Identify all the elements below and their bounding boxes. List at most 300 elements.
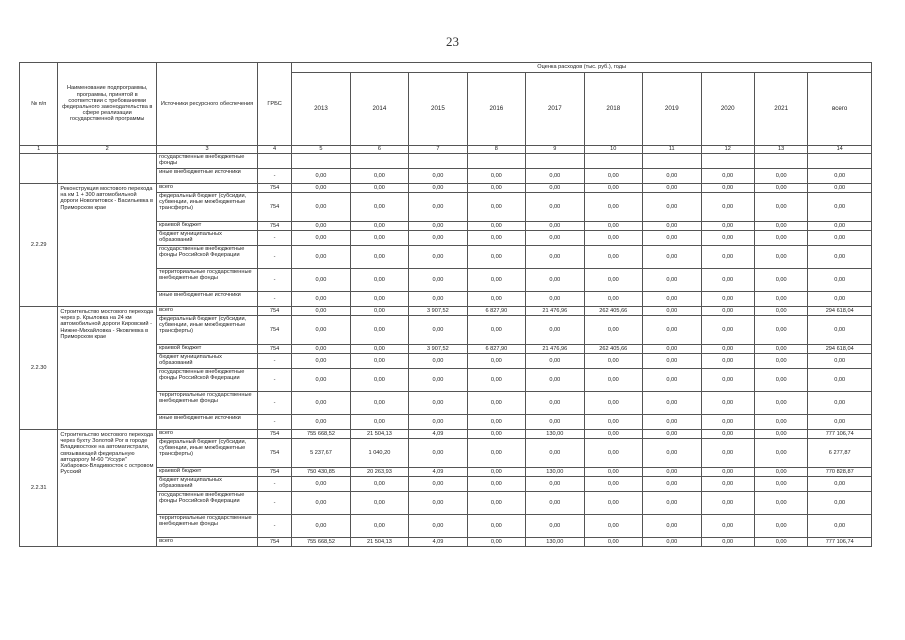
value-cell: [701, 154, 754, 169]
table-row: [20, 184, 872, 193]
value-cell: 0,00: [409, 292, 467, 307]
value-cell: [350, 154, 408, 169]
value-cell: 755 668,52: [292, 538, 350, 547]
value-cell: 0,00: [292, 345, 350, 354]
value-cell: 0,00: [643, 222, 701, 231]
value-cell: 0,00: [584, 538, 642, 547]
value-cell: 0,00: [584, 292, 642, 307]
section-name: [58, 154, 157, 184]
value-cell: 0,00: [808, 269, 872, 292]
value-cell: 0,00: [808, 231, 872, 246]
value-cell: 0,00: [754, 169, 807, 184]
source-cell: всего: [157, 184, 258, 193]
value-cell: 0,00: [350, 307, 408, 316]
grbs-cell: 754: [257, 307, 291, 316]
value-cell: 0,00: [526, 316, 584, 345]
source-cell: всего: [157, 430, 258, 439]
column-number: 3: [157, 146, 258, 154]
value-cell: 0,00: [754, 184, 807, 193]
column-number: 8: [467, 146, 525, 154]
grbs-cell: 754: [257, 538, 291, 547]
value-cell: 0,00: [701, 468, 754, 477]
value-cell: 0,00: [467, 169, 525, 184]
value-cell: 0,00: [467, 468, 525, 477]
value-cell: 130,00: [526, 468, 584, 477]
value-cell: 0,00: [292, 369, 350, 392]
source-cell: краевой бюджет: [157, 222, 258, 231]
table-row: [20, 430, 872, 439]
column-number: 13: [754, 146, 807, 154]
value-cell: 0,00: [584, 316, 642, 345]
value-cell: 777 106,74: [808, 538, 872, 547]
value-cell: 0,00: [467, 246, 525, 269]
value-cell: 750 430,85: [292, 468, 350, 477]
value-cell: 0,00: [467, 354, 525, 369]
value-cell: 0,00: [808, 184, 872, 193]
header-year: всего: [808, 73, 872, 146]
value-cell: 0,00: [701, 369, 754, 392]
value-cell: 0,00: [701, 307, 754, 316]
value-cell: 0,00: [701, 222, 754, 231]
value-cell: 0,00: [701, 269, 754, 292]
header-year: 2017: [526, 73, 584, 146]
value-cell: 0,00: [467, 515, 525, 538]
value-cell: 0,00: [754, 316, 807, 345]
value-cell: 0,00: [701, 492, 754, 515]
source-cell: федеральный бюджет (субсидии, субвенции, иные межбюджетные трансферты): [157, 439, 258, 468]
value-cell: 0,00: [350, 292, 408, 307]
value-cell: [643, 154, 701, 169]
value-cell: 0,00: [584, 184, 642, 193]
source-cell: бюджет муниципальных образований: [157, 477, 258, 492]
value-cell: 0,00: [701, 231, 754, 246]
grbs-cell: -: [257, 169, 291, 184]
grbs-cell: -: [257, 477, 291, 492]
value-cell: 0,00: [292, 307, 350, 316]
value-cell: 0,00: [467, 392, 525, 415]
value-cell: 0,00: [526, 369, 584, 392]
value-cell: 0,00: [350, 193, 408, 222]
section-name: Строительство мостового перехода через бухту Золотой Рог в городе Владивостоке на автомагистрали, связывающей федеральную автодорогу М-60 "Уссури" Хабаровск-Владивосток с островом Русский: [58, 430, 157, 547]
section-number: 2.2.29: [20, 184, 58, 307]
value-cell: 0,00: [292, 354, 350, 369]
value-cell: 0,00: [584, 477, 642, 492]
value-cell: 0,00: [643, 193, 701, 222]
value-cell: 0,00: [526, 354, 584, 369]
value-cell: 0,00: [808, 292, 872, 307]
value-cell: 0,00: [701, 538, 754, 547]
value-cell: 0,00: [701, 316, 754, 345]
value-cell: 294 618,04: [808, 307, 872, 316]
value-cell: 0,00: [808, 415, 872, 430]
value-cell: 262 405,66: [584, 307, 642, 316]
value-cell: 0,00: [643, 492, 701, 515]
value-cell: 0,00: [643, 269, 701, 292]
value-cell: 0,00: [409, 354, 467, 369]
value-cell: 0,00: [643, 369, 701, 392]
value-cell: 0,00: [808, 392, 872, 415]
section-name: Строительство мостового перехода через р. Крыловка на 24 км автомобильной дороги Кировский - Нижне-Михайловка - Яковлевка в Приморском крае: [58, 307, 157, 430]
header-year: 2013: [292, 73, 350, 146]
value-cell: 0,00: [584, 169, 642, 184]
value-cell: 21 476,96: [526, 345, 584, 354]
value-cell: 0,00: [754, 439, 807, 468]
value-cell: 6 827,90: [467, 307, 525, 316]
value-cell: 0,00: [754, 392, 807, 415]
value-cell: 0,00: [292, 392, 350, 415]
source-cell: федеральный бюджет (субсидии, субвенции, иные межбюджетные трансферты): [157, 193, 258, 222]
source-cell: федеральный бюджет (субсидии, субвенции, иные межбюджетные трансферты): [157, 316, 258, 345]
grbs-cell: -: [257, 492, 291, 515]
grbs-cell: -: [257, 292, 291, 307]
source-cell: бюджет муниципальных образований: [157, 231, 258, 246]
grbs-cell: 754: [257, 222, 291, 231]
source-cell: территориальные государственные внебюджетные фонды: [157, 392, 258, 415]
value-cell: 0,00: [467, 193, 525, 222]
value-cell: 0,00: [467, 492, 525, 515]
value-cell: [292, 154, 350, 169]
value-cell: 0,00: [754, 246, 807, 269]
value-cell: 0,00: [754, 415, 807, 430]
value-cell: 0,00: [292, 515, 350, 538]
value-cell: 0,00: [701, 439, 754, 468]
column-number: 2: [58, 146, 157, 154]
value-cell: 0,00: [409, 184, 467, 193]
value-cell: 21 504,13: [350, 538, 408, 547]
value-cell: 0,00: [701, 477, 754, 492]
value-cell: 0,00: [754, 222, 807, 231]
column-number: 6: [350, 146, 408, 154]
value-cell: 0,00: [643, 292, 701, 307]
expense-table: [19, 62, 872, 547]
value-cell: 21 504,13: [350, 430, 408, 439]
value-cell: 0,00: [292, 231, 350, 246]
value-cell: 0,00: [409, 439, 467, 468]
value-cell: 0,00: [754, 515, 807, 538]
value-cell: 0,00: [754, 269, 807, 292]
value-cell: 0,00: [643, 392, 701, 415]
value-cell: 0,00: [643, 477, 701, 492]
value-cell: 0,00: [701, 193, 754, 222]
value-cell: 0,00: [701, 430, 754, 439]
value-cell: 0,00: [754, 307, 807, 316]
value-cell: 0,00: [584, 193, 642, 222]
value-cell: 4,09: [409, 538, 467, 547]
value-cell: 0,00: [584, 231, 642, 246]
value-cell: 0,00: [292, 269, 350, 292]
grbs-cell: -: [257, 415, 291, 430]
source-cell: территориальные государственные внебюджетные фонды: [157, 269, 258, 292]
source-cell: государственные внебюджетные фонды Российской Федерации: [157, 246, 258, 269]
value-cell: 0,00: [350, 222, 408, 231]
value-cell: 0,00: [409, 316, 467, 345]
section-name: Реконструкция мостового перехода на км 1 + 300 автомобильной дороги Новолитовск - Васильевка в Приморском крае: [58, 184, 157, 307]
grbs-cell: 754: [257, 430, 291, 439]
value-cell: 0,00: [754, 369, 807, 392]
value-cell: 0,00: [584, 492, 642, 515]
value-cell: 0,00: [643, 354, 701, 369]
value-cell: 0,00: [409, 231, 467, 246]
value-cell: [409, 154, 467, 169]
value-cell: 0,00: [467, 439, 525, 468]
value-cell: 0,00: [526, 439, 584, 468]
value-cell: 0,00: [350, 316, 408, 345]
value-cell: 0,00: [409, 169, 467, 184]
value-cell: 0,00: [409, 369, 467, 392]
value-cell: 0,00: [467, 222, 525, 231]
value-cell: 0,00: [754, 354, 807, 369]
value-cell: 0,00: [526, 392, 584, 415]
value-cell: [808, 154, 872, 169]
source-cell: государственные внебюджетные фонды Российской Федерации: [157, 492, 258, 515]
value-cell: 0,00: [467, 316, 525, 345]
value-cell: 0,00: [701, 345, 754, 354]
value-cell: 0,00: [754, 492, 807, 515]
header-year: 2020: [701, 73, 754, 146]
value-cell: 0,00: [701, 415, 754, 430]
value-cell: 0,00: [584, 468, 642, 477]
value-cell: 5 237,67: [292, 439, 350, 468]
value-cell: 0,00: [409, 392, 467, 415]
value-cell: 0,00: [467, 231, 525, 246]
value-cell: 0,00: [467, 184, 525, 193]
column-number: 4: [257, 146, 291, 154]
value-cell: 0,00: [409, 222, 467, 231]
source-cell: территориальные государственные внебюджетные фонды: [157, 515, 258, 538]
value-cell: 0,00: [526, 492, 584, 515]
value-cell: 0,00: [409, 193, 467, 222]
header-year: 2019: [643, 73, 701, 146]
value-cell: 0,00: [754, 430, 807, 439]
value-cell: 0,00: [643, 316, 701, 345]
value-cell: 0,00: [701, 292, 754, 307]
value-cell: 0,00: [808, 169, 872, 184]
value-cell: 0,00: [526, 169, 584, 184]
value-cell: 0,00: [808, 316, 872, 345]
value-cell: 0,00: [467, 369, 525, 392]
value-cell: 0,00: [643, 468, 701, 477]
table-row: [20, 307, 872, 316]
value-cell: 0,00: [409, 515, 467, 538]
value-cell: 21 476,96: [526, 307, 584, 316]
value-cell: 0,00: [526, 231, 584, 246]
value-cell: 0,00: [584, 246, 642, 269]
value-cell: 755 668,52: [292, 430, 350, 439]
value-cell: 0,00: [754, 468, 807, 477]
value-cell: 0,00: [808, 246, 872, 269]
value-cell: 0,00: [584, 222, 642, 231]
value-cell: 0,00: [467, 430, 525, 439]
value-cell: 0,00: [526, 184, 584, 193]
value-cell: 0,00: [754, 193, 807, 222]
grbs-cell: 754: [257, 345, 291, 354]
value-cell: 0,00: [350, 415, 408, 430]
value-cell: 0,00: [292, 316, 350, 345]
value-cell: 0,00: [526, 269, 584, 292]
value-cell: 0,00: [526, 193, 584, 222]
value-cell: 0,00: [643, 430, 701, 439]
source-cell: всего: [157, 538, 258, 547]
value-cell: 262 405,66: [584, 345, 642, 354]
value-cell: 0,00: [526, 515, 584, 538]
value-cell: 0,00: [643, 184, 701, 193]
value-cell: 0,00: [526, 222, 584, 231]
value-cell: 0,00: [292, 246, 350, 269]
grbs-cell: -: [257, 515, 291, 538]
source-cell: иные внебюджетные источники: [157, 415, 258, 430]
header-year: 2021: [754, 73, 807, 146]
value-cell: 0,00: [350, 354, 408, 369]
value-cell: 777 106,74: [808, 430, 872, 439]
value-cell: 0,00: [808, 222, 872, 231]
value-cell: 0,00: [409, 492, 467, 515]
value-cell: 0,00: [701, 392, 754, 415]
value-cell: 0,00: [584, 439, 642, 468]
header-year: 2015: [409, 73, 467, 146]
value-cell: 294 618,04: [808, 345, 872, 354]
value-cell: 0,00: [643, 231, 701, 246]
value-cell: 6 827,90: [467, 345, 525, 354]
value-cell: 130,00: [526, 430, 584, 439]
source-cell: иные внебюджетные источники: [157, 169, 258, 184]
grbs-cell: -: [257, 392, 291, 415]
value-cell: 0,00: [467, 269, 525, 292]
column-number: 14: [808, 146, 872, 154]
value-cell: [754, 154, 807, 169]
section-number: [20, 154, 58, 184]
column-number: 5: [292, 146, 350, 154]
column-number: 11: [643, 146, 701, 154]
value-cell: 0,00: [409, 246, 467, 269]
grbs-cell: [257, 154, 291, 169]
value-cell: 0,00: [350, 345, 408, 354]
header-grbs: ГРБС: [257, 63, 291, 146]
value-cell: 0,00: [350, 269, 408, 292]
value-cell: 0,00: [643, 439, 701, 468]
value-cell: 0,00: [808, 515, 872, 538]
value-cell: 0,00: [584, 354, 642, 369]
header-name: Наименование подпрограммы, программы, принятой в соответствии с требованиями федерального законодательства в сфере реализации государственной программы: [58, 63, 157, 146]
value-cell: 0,00: [808, 492, 872, 515]
column-number: 10: [584, 146, 642, 154]
value-cell: 0,00: [350, 184, 408, 193]
value-cell: 0,00: [350, 231, 408, 246]
value-cell: 0,00: [526, 292, 584, 307]
value-cell: 0,00: [643, 169, 701, 184]
source-cell: бюджет муниципальных образований: [157, 354, 258, 369]
value-cell: 0,00: [292, 292, 350, 307]
value-cell: 0,00: [409, 415, 467, 430]
value-cell: 0,00: [526, 477, 584, 492]
value-cell: 0,00: [701, 184, 754, 193]
value-cell: 0,00: [754, 538, 807, 547]
value-cell: 0,00: [808, 193, 872, 222]
header-year: 2014: [350, 73, 408, 146]
value-cell: 0,00: [701, 169, 754, 184]
source-cell: краевой бюджет: [157, 345, 258, 354]
value-cell: 0,00: [643, 246, 701, 269]
grbs-cell: -: [257, 246, 291, 269]
header-num: № п/п: [20, 63, 58, 146]
value-cell: 0,00: [292, 492, 350, 515]
value-cell: 0,00: [584, 369, 642, 392]
value-cell: 0,00: [350, 369, 408, 392]
value-cell: 0,00: [584, 269, 642, 292]
value-cell: 0,00: [467, 477, 525, 492]
value-cell: [526, 154, 584, 169]
value-cell: 0,00: [584, 415, 642, 430]
value-cell: 0,00: [292, 222, 350, 231]
value-cell: 0,00: [409, 477, 467, 492]
value-cell: 0,00: [350, 169, 408, 184]
column-number: 12: [701, 146, 754, 154]
value-cell: 0,00: [584, 392, 642, 415]
value-cell: 0,00: [643, 307, 701, 316]
page-number: 23: [446, 34, 459, 49]
grbs-cell: 754: [257, 184, 291, 193]
source-cell: краевой бюджет: [157, 468, 258, 477]
value-cell: 0,00: [350, 515, 408, 538]
header-estimate-title: Оценка расходов (тыс. руб.), годы: [292, 63, 872, 73]
value-cell: 0,00: [808, 354, 872, 369]
table-row: [20, 154, 872, 169]
value-cell: 0,00: [643, 515, 701, 538]
value-cell: 0,00: [292, 477, 350, 492]
source-cell: государственные внебюджетные фонды: [157, 154, 258, 169]
section-number: 2.2.31: [20, 430, 58, 547]
source-cell: государственные внебюджетные фонды Российской Федерации: [157, 369, 258, 392]
value-cell: [584, 154, 642, 169]
value-cell: 0,00: [754, 345, 807, 354]
value-cell: 0,00: [467, 538, 525, 547]
value-cell: 20 263,93: [350, 468, 408, 477]
value-cell: 0,00: [467, 415, 525, 430]
value-cell: 0,00: [409, 269, 467, 292]
value-cell: 0,00: [584, 430, 642, 439]
grbs-cell: -: [257, 231, 291, 246]
grbs-cell: -: [257, 354, 291, 369]
value-cell: 0,00: [292, 193, 350, 222]
grbs-cell: 754: [257, 316, 291, 345]
value-cell: 4,09: [409, 468, 467, 477]
value-cell: 3 907,52: [409, 307, 467, 316]
value-cell: 0,00: [350, 477, 408, 492]
grbs-cell: 754: [257, 193, 291, 222]
value-cell: 0,00: [292, 169, 350, 184]
value-cell: 6 277,87: [808, 439, 872, 468]
source-cell: всего: [157, 307, 258, 316]
value-cell: 0,00: [526, 415, 584, 430]
value-cell: 130,00: [526, 538, 584, 547]
value-cell: 0,00: [808, 369, 872, 392]
header-year: 2016: [467, 73, 525, 146]
column-number: 9: [526, 146, 584, 154]
value-cell: 0,00: [754, 477, 807, 492]
value-cell: 0,00: [292, 184, 350, 193]
column-number: 7: [409, 146, 467, 154]
section-number: 2.2.30: [20, 307, 58, 430]
value-cell: 0,00: [467, 292, 525, 307]
column-number: 1: [20, 146, 58, 154]
grbs-cell: 754: [257, 439, 291, 468]
value-cell: 4,09: [409, 430, 467, 439]
value-cell: 0,00: [350, 246, 408, 269]
value-cell: 0,00: [754, 292, 807, 307]
value-cell: [467, 154, 525, 169]
header-year: 2018: [584, 73, 642, 146]
value-cell: 0,00: [701, 354, 754, 369]
grbs-cell: -: [257, 269, 291, 292]
